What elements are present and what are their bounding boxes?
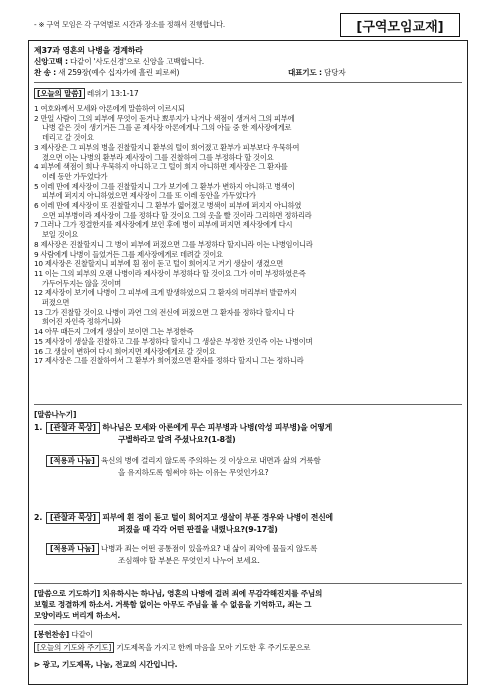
verse-line: 2 만일 사람이 그의 피부에 무엇이 돋거나 뾰루지가 나거나 색점이 생겨서 그의 피부에 [34, 113, 295, 123]
divider [34, 624, 462, 625]
question-2-text-line2: 퍼졌을 때 각각 어떤 판결을 내렸나요?(9-17절) [118, 525, 278, 534]
word-label: [오늘의 말씀] [34, 88, 85, 99]
triangle-icon: ⊳ [34, 660, 41, 669]
verse-line: 3 제사장은 그 피부의 병을 진찰할지니 환부의 털이 희어졌고 환부가 피부보다 우묵하여 [34, 142, 300, 152]
verse-line: 4 피부에 색점이 희나 우묵하지 아니하고 그 털이 희지 아니하면 제사장은 그 환자를 [34, 162, 288, 172]
verse-line: 10 제사장은 진찰할지니 피부에 흰 점이 돋고 털이 희어지고 거기 생살이 생겼으면 [34, 259, 284, 269]
verse-line: 데리고 갈 것이요 [42, 133, 94, 143]
prayer-label: [말씀으로 기도하기] [34, 589, 101, 598]
verse-line: 9 사람에게 나병이 들었거든 그를 제사장에게로 데려갈 것이요 [34, 249, 223, 259]
question-1-tag: [관찰과 묵상] [46, 422, 100, 434]
application-2-text-line2: 조심해야 할 부분은 무엇인지 나누어 보세요. [118, 556, 260, 565]
question-2 [46, 512, 333, 524]
verse-line: 8 제사장은 진찰할지니 그 병이 피부에 퍼졌으면 그를 부정하다 할지니라 이는 나병임이니라 [34, 239, 313, 249]
question-1-number: 1. [34, 423, 43, 432]
offering-label: [봉헌찬송] [34, 630, 70, 639]
closing-line [34, 660, 177, 670]
intercession-text: 기도제목을 가지고 한께 마음을 모아 기도한 후 주기도문으로 [116, 643, 311, 652]
creed-label: 신앙고백 : [34, 57, 68, 66]
prayer-leader-line [288, 68, 345, 78]
verse-line: 피부에 퍼지지 아니하였으면 제사장이 그를 또 이레 동안을 가두었다가 [42, 191, 256, 201]
verse-line: 가두어두지는 않을 것이며 [42, 278, 121, 288]
verse-line: 희어진 자인즉 정하거니와 [42, 317, 121, 327]
divider [34, 583, 462, 584]
verse-line: 16 그 생살이 변하여 다시 희어지면 제사장에게로 갈 것이요 [34, 346, 216, 356]
verse-line: 11 이는 그의 피부의 오랜 나병이라 제사장이 부정하다 할 것이요 그가 이미 부정하였은즉 [34, 268, 306, 278]
verse-line: 졌으면 이는 나병의 환부라 제사장이 그를 진찰하여 그를 부정하다 할 것이요 [42, 152, 274, 162]
question-2-text-line1: 피부에 흰 점이 돋고 털이 희어지고 생살이 부푼 경우와 나병이 전신에 [102, 513, 333, 522]
verse-list [34, 104, 462, 366]
creed-line [34, 57, 204, 67]
section-badge: [구역모임교재] [340, 13, 460, 37]
verse-line: 12 제사장이 보기에 나병이 그 피부에 크게 발생하였으되 그 환자의 머리부터 발끝까지 [34, 288, 297, 298]
prayer-text-line1: 치유하시는 하나님, 영혼의 나병에 걸려 죄에 무감각해진지를 주님의 [102, 589, 323, 598]
application-1 [46, 455, 321, 467]
question-2-number: 2. [34, 513, 43, 522]
verse-line: 나병 같은 것이 생기거든 그를 곧 제사장 아론에게나 그의 아들 중 한 제사장에게로 [42, 123, 292, 133]
header-note: - ※ 구역 모임은 각 구역별로 시간과 장소를 정해서 진행합니다. [34, 20, 225, 29]
word-heading [34, 89, 139, 99]
verse-line: 으면 피부병이라 제사장이 그를 정하다 할 것이요 그의 옷을 빨 것이라 그리하면 정하리라 [42, 210, 312, 220]
sharing-label: [말씀나누기] [34, 410, 77, 419]
intercession-label: [오늘의 기도와 주기도] [34, 642, 114, 653]
verse-line: 5 이레 만에 제사장이 그를 진찰할지니 그가 보기에 그 환부가 변하지 아니하고 병색이 [34, 181, 295, 191]
prayer-leader-label: 대표기도 : [288, 68, 322, 77]
question-2-tag: [관찰과 묵상] [46, 512, 100, 524]
application-1-text-line2: 을 유지하도록 힘써야 하는 이유는 무엇인가요? [118, 468, 269, 477]
hymn-text: 새 259장(예수 십자가에 흘린 피로써) [58, 68, 180, 77]
verse-line: 15 제사장이 생살을 진찰하고 그를 부정하다 할지니 그 생살은 부정한 것인즉 이는 나병이며 [34, 336, 313, 346]
verse-line: 13 그가 진찰할 것이요 나병이 과연 그의 전신에 퍼졌으면 그 환자를 정하다 할지니 다 [34, 307, 295, 317]
offering-line [34, 630, 93, 640]
application-1-tag: [적용과 나눔] [46, 455, 99, 467]
closing-text: 광고, 기도제목, 나눔, 전교의 시간입니다. [42, 660, 178, 669]
creed-text: 다같이 '사도신경'으로 신앙을 고백합니다. [70, 57, 204, 66]
verse-line: 6 이레 만에 제사장이 또 진찰할지니 그 환부가 엷어졌고 병색이 피부에 퍼지지 아니하였 [34, 201, 302, 211]
prayer-text-line2: 보혈로 정결하게 하소서. 거룩함 없이는 아무도 주님을 볼 수 없음을 기억하고, 죄는 그 [34, 600, 312, 609]
application-2 [46, 543, 317, 555]
hymn-label: 찬 송 : [34, 68, 56, 77]
verse-line: 보일 것이요 [42, 230, 79, 240]
verse-line: 이레 동안 가두었다가 [42, 171, 108, 181]
verse-line: 퍼졌으면 [42, 298, 70, 308]
application-2-tag: [적용과 나눔] [46, 543, 99, 555]
intercession-line [34, 643, 310, 653]
hymn-line [34, 68, 179, 78]
question-1 [46, 422, 332, 434]
divider [34, 82, 462, 83]
divider [34, 404, 462, 405]
prayer-text-line3: 모양이라도 버리게 하소서. [34, 611, 121, 620]
verse-line: 1 여호와께서 모세와 아론에게 말씀하여 이르시되 [34, 104, 185, 113]
application-2-text-line1: 나병과 죄는 어떤 공통점이 있을까요? 내 삶이 죄악에 물들지 않도록 [100, 544, 318, 553]
question-1-text-line2: 구별하라고 알려 주셨나요?(1-8절) [118, 435, 236, 444]
lesson-title: 제37과 영혼의 나병을 경계하라 [34, 46, 143, 55]
prayer-leader-text: 담당자 [324, 68, 346, 77]
offering-text: 다같이 [71, 630, 93, 639]
question-1-text-line1: 하나님은 모세와 아론에게 무슨 피부병과 나병(악성 피부병)을 어떻게 [102, 423, 333, 432]
application-1-text-line1: 육신의 병에 걸리지 않도록 주의하는 것 이상으로 내면과 삶의 거룩함 [100, 456, 321, 465]
verse-line: 7 그러나 그가 정결한지를 제사장에게 보인 후에 병이 피부에 퍼지면 제사장에게 다시 [34, 220, 293, 230]
verse-line: 17 제사장은 그를 진찰하여서 그 환부가 희어졌으면 환자를 정하다 할지니 그는 정하니라 [34, 356, 304, 366]
prayer-block-line1 [34, 589, 322, 599]
word-reference: 레위기 13:1-17 [86, 89, 139, 98]
verse-line: 14 아무 때든지 그에게 생살이 보이면 그는 부정한즉 [34, 327, 194, 337]
